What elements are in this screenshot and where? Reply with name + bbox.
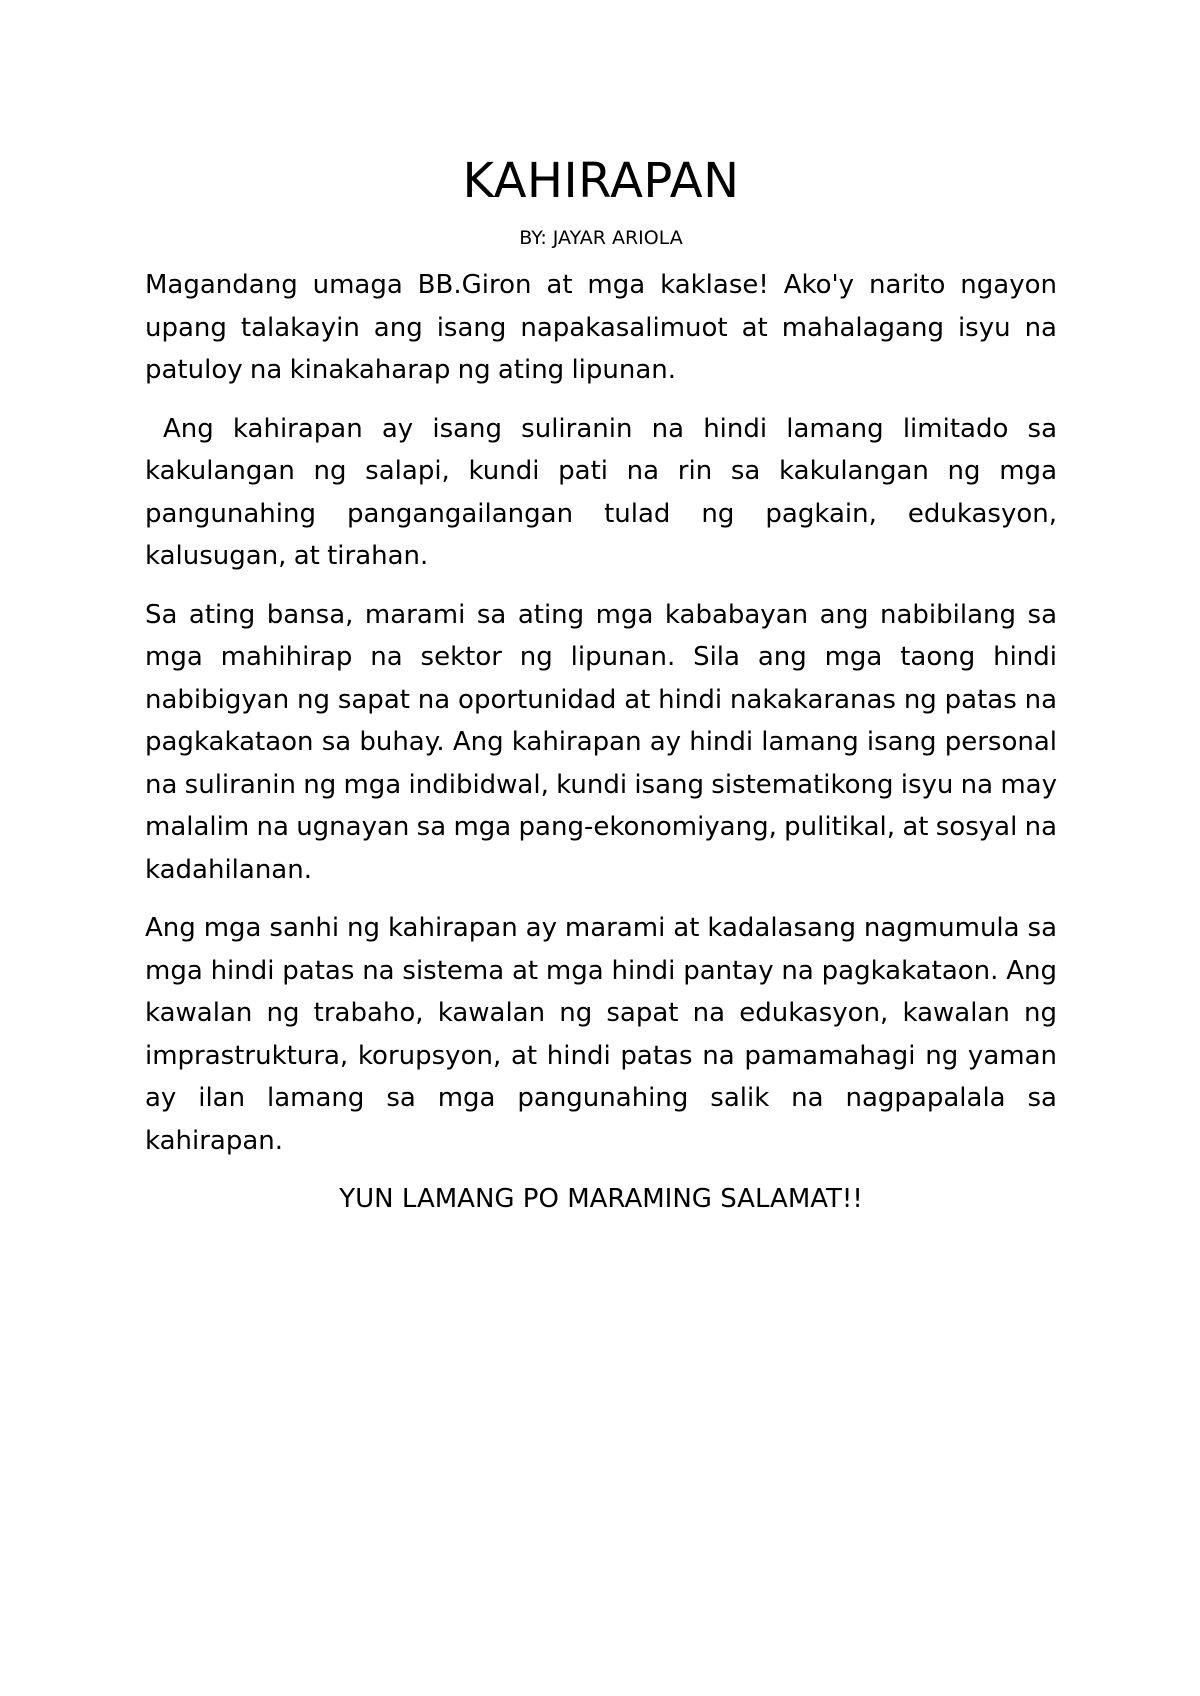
paragraph-greeting: Magandang umaga BB.Giron at mga kaklase! Ako'y narito ngayon upang talakayin ang isang napakasalimuot at mahalagang isyu na patuloy na kinakaharap ng ating lipunan. xyxy=(145,270,1057,385)
paragraph-country-context: Sa ating bansa, marami sa ating mga kababayan ang nabibilang sa mga mahihirap na sektor ng lipunan. Sila ang mga taong hindi nabibigyan ng sapat na oportunidad at hindi nakakaranas ng patas na pagkakataon sa buhay. Ang kahirapan ay hindi lamang isang personal na suliranin ng mga indibidwal, kundi isang sistematikong isyu na may malalim na ugnayan sa mga pang-ekonomiyang, pulitikal, at sosyal na kadahilanan. xyxy=(145,599,1057,885)
author-byline: BY: JAYAR ARIOLA xyxy=(519,227,683,249)
document-body xyxy=(145,150,1057,1220)
paragraph-causes: Ang mga sanhi ng kahirapan ay marami at kadalasang nagmumula sa mga hindi patas na sistema at mga hindi pantay na pagkakataon. Ang kawalan ng trabaho, kawalan ng sapat na edukasyon, kawalan ng imprastruktura, korupsyon, at hindi patas na pamamahagi ng yaman ay ilan lamang sa mga pangunahing salik na nagpapalala sa kahirapan. xyxy=(145,913,1057,1156)
closing-line: YUN LAMANG PO MARAMING SALAMAT!! xyxy=(339,1184,863,1214)
document-title: KAHIRAPAN xyxy=(462,153,740,209)
paragraph-definition: Ang kahirapan ay isang suliranin na hindi lamang limitado sa kakulangan ng salapi, kundi pati na rin sa kakulangan ng mga pangunahing pangangailangan tulad ng pagkain, edukasyon, kalusugan, at tirahan. xyxy=(145,413,1057,571)
